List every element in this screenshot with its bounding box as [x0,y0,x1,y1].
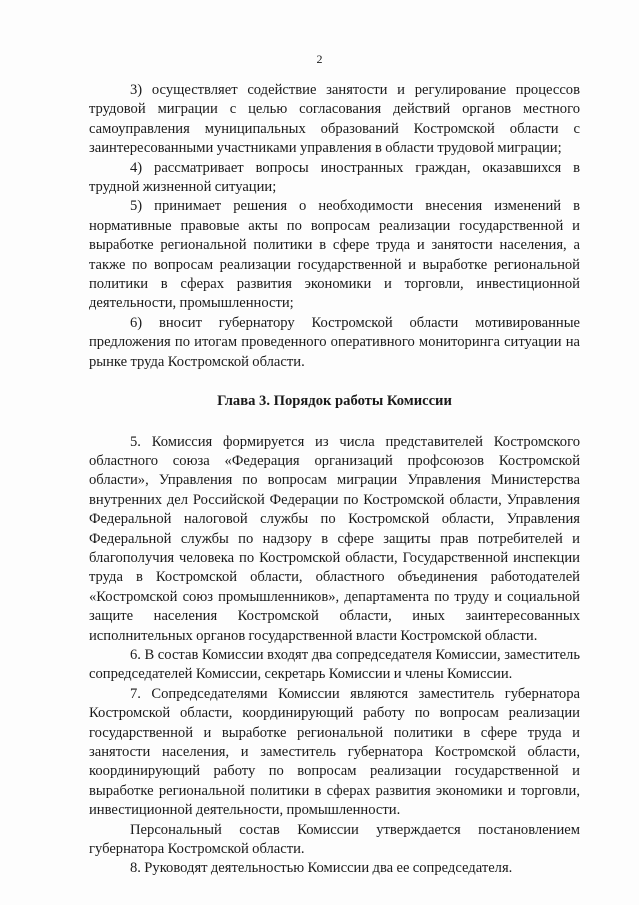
paragraph-item-3: 3) осуществляет содействие занятости и регулирование процессов трудовой миграции с целью согласования действий органов местного самоуправления муниципальных образований Костромской области с заинтересованными участниками управления в области трудовой миграции; [89,82,580,157]
paragraph-item-4: 4) рассматривает вопросы иностранных граждан, оказавшихся в трудной жизненной ситуации; [89,159,580,196]
paragraph-clause-7: 7. Сопредседателями Комиссии являются заместитель губернатора Костромской области, координирующий работу по вопросам реализации государственной и выработке региональной политики в сфере труда и занятости населения, и заместитель губернатора Костромской области, координирующий работу по вопросам реализации государственной и выработке региональной политики в сферах развития экономики и торговли, инвестиционной деятельности, промышленности. [89,685,580,819]
paragraph-clause-6: 6. В состав Комиссии входят два сопредседателя Комиссии, заместитель сопредседателей Комиссии, секретарь Комиссии и члены Комиссии. [89,646,580,683]
paragraph-item-5: 5) принимает решения о необходимости внесения изменений в нормативные правовые акты по вопросам реализации государственной и выработке региональной политики в сфере труда и занятости населения, а также по вопросам реализации государственной и выработке региональной политики в сферах развития экономики и торговли, инвестиционной деятельности, промышленности; [89,198,580,312]
chapter-heading: Глава 3. Порядок работы Комиссии [217,393,452,410]
document-body [89,81,580,879]
paragraph-personal-composition: Персональный состав Комиссии утверждается постановлением губернатора Костромской области. [89,821,580,858]
paragraph-item-6: 6) вносит губернатору Костромской области мотивированные предложения по итогам проведенного оперативного мониторинга ситуации на рынке труда Костромской области. [89,314,580,370]
paragraph-clause-8: 8. Руководят деятельностью Комиссии два ее сопредседателя. [130,860,513,877]
page-number: 2 [316,52,323,66]
paragraph-clause-5: 5. Комиссия формируется из числа представителей Костромского областного союза «Федерация организаций профсоюзов Костромской области», Управления по вопросам миграции Управления Министерства внутренних дел Российской Федерации по Костромской области, Управления Федеральной налоговой службы по Костромской области, Управления Федеральной службы по надзору в сфере защиты прав потребителей и благополучия человека по Костромской области, Государственной инспекции труда в Костромской области, областного объединения работодателей «Костромской союз промышленников», департамента по труду и социальной защите населения Костромской области, иных заинтересованных исполнительных органов государственной власти Костромской области. [89,433,580,644]
